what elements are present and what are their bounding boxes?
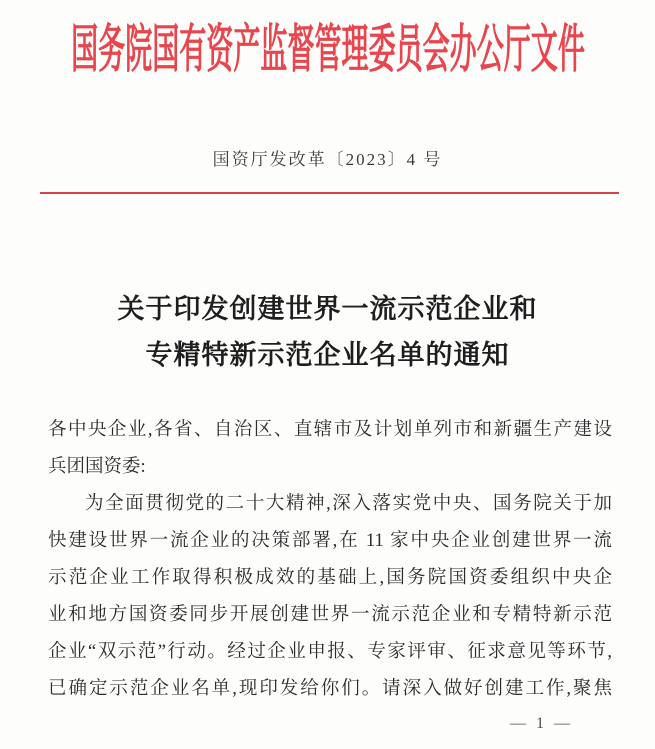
- body-line: 为全面贯彻党的二十大精神,深入落实党中央、国务院关于加: [85, 494, 612, 514]
- body-line: 示范企业工作取得积极成效的基础上,国务院国资委组织中央企: [48, 568, 612, 588]
- red-separator-line: [40, 192, 619, 194]
- addressee-line: 各中央企业,各省、自治区、直辖市及计划单列市和新疆生产建设: [48, 420, 612, 440]
- body-line: 快建设世界一流企业的决策部署,在 11 家中央企业创建世界一流: [48, 531, 612, 551]
- document-title-line-1: 关于印发创建世界一流示范企业和: [117, 294, 538, 324]
- body-line: 业和地方国资委同步开展创建世界一流示范企业和专精特新示范: [48, 605, 612, 625]
- document-number: 国资厅发改革〔2023〕4 号: [212, 150, 443, 169]
- document-title: [0, 286, 655, 378]
- page-number: — 1 —: [510, 715, 573, 732]
- body-line: 企业“双示范”行动。经过企业申报、专家评审、征求意见等环节,: [48, 642, 612, 662]
- letterhead: [0, 22, 655, 80]
- addressee-line: 兵团国资委:: [48, 457, 146, 477]
- letterhead-title: 国务院国有资产监督管理委员会办公厅文件: [70, 22, 585, 79]
- document-title-line-2: 专精特新示范企业名单的通知: [145, 340, 510, 370]
- document-body: [0, 412, 655, 708]
- body-line: 已确定示范企业名单,现印发给你们。请深入做好创建工作,聚焦: [48, 679, 612, 699]
